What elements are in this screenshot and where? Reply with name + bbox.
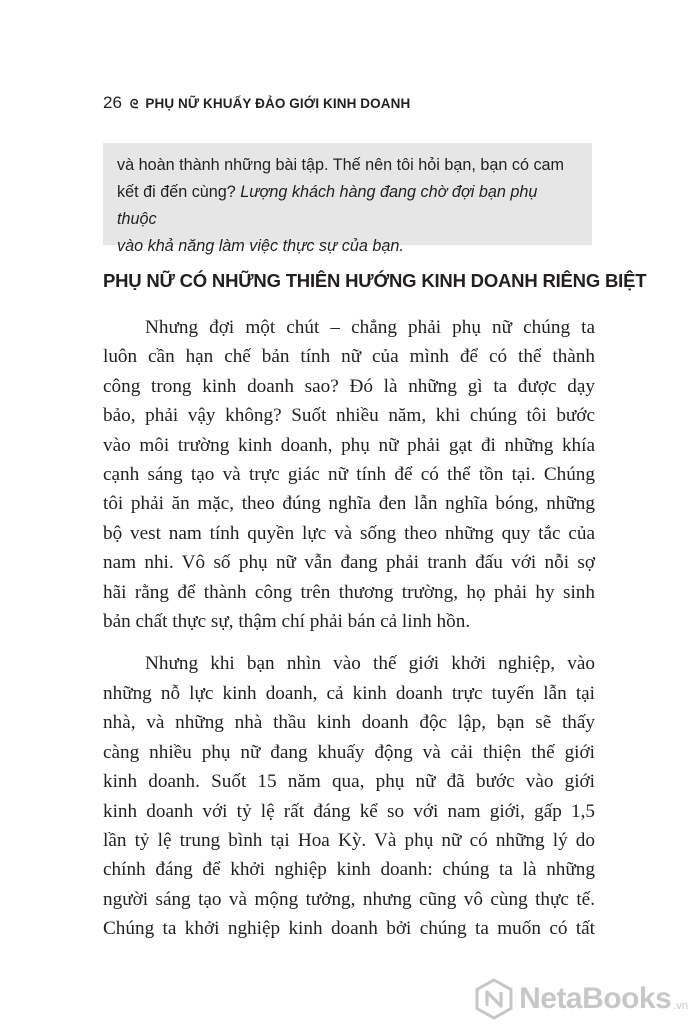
text-line: hãi rằng để thành công trên thương trường, họ phải hy sinh bbox=[103, 581, 595, 603]
ornament-icon: ᘓ bbox=[129, 97, 138, 111]
callout-box bbox=[103, 143, 592, 255]
text-line: vào môi trường kinh doanh, phụ nữ phải gạt đi những khía bbox=[103, 434, 595, 456]
text-line: những nỗ lực kinh doanh, cả kinh doanh trực tuyến lẫn tại bbox=[103, 682, 595, 704]
text-line: lần tỷ lệ trung bình tại Hoa Kỳ. Và phụ nữ có những lý do bbox=[103, 829, 595, 851]
text-line: người sáng tạo và mộng tưởng, nhưng cũng vô cùng thực tế. bbox=[103, 888, 595, 910]
text-line: luôn cần hạn chế bản tính nữ của mình để có thể thành bbox=[103, 346, 595, 368]
paragraph bbox=[103, 649, 595, 943]
text-line: bản chất thực sự, thậm chí phải bán cả linh hồn. bbox=[103, 611, 471, 633]
watermark bbox=[473, 978, 688, 1020]
text-line: Chúng ta khởi nghiệp kinh doanh bởi chúng ta muốn có tất bbox=[103, 918, 595, 940]
callout-line: vào khả năng làm việc thực sự của bạn. bbox=[117, 237, 404, 255]
text-line: nhà, và những nhà thầu kinh doanh độc lập, bạn sẽ thấy bbox=[103, 712, 595, 734]
paragraph bbox=[103, 313, 595, 636]
text-line: nam nhi. Vô số phụ nữ vẫn đang phải tranh đấu với nỗi sợ bbox=[103, 552, 595, 574]
text-line: bảo, phải vậy không? Suốt nhiều năm, khi chúng tôi bước bbox=[103, 405, 595, 427]
text-line: Nhưng khi bạn nhìn vào thế giới khởi nghiệp, vào bbox=[145, 653, 595, 675]
body-text bbox=[103, 313, 595, 944]
text-line: công trong kinh doanh sao? Đó là những gì ta được dạy bbox=[103, 375, 595, 397]
callout-italic-text: Lượng khách hàng đang chờ đợi bạn phụ thuộc bbox=[117, 183, 538, 228]
callout-line bbox=[117, 179, 580, 233]
text-line: Nhưng đợi một chút – chẳng phải phụ nữ chúng ta bbox=[145, 317, 595, 338]
text-line: chính đáng để khởi nghiệp kinh doanh: chúng ta là những bbox=[103, 859, 595, 881]
netabooks-logo-icon bbox=[473, 978, 515, 1020]
text-line: tôi phải ăn mặc, theo đúng nghĩa đen lẫn nghĩa bóng, những bbox=[103, 493, 595, 515]
text-line: càng nhiều phụ nữ đang khuấy động và cải thiện thế giới bbox=[103, 741, 595, 763]
running-header bbox=[103, 93, 410, 113]
callout-line: và hoàn thành những bài tập. Thế nên tôi hỏi bạn, bạn có cam bbox=[117, 156, 565, 174]
section-heading: PHỤ NỮ CÓ NHỮNG THIÊN HƯỚNG KINH DOANH RIÊNG BIỆT bbox=[103, 270, 647, 291]
watermark-suffix: .vn bbox=[673, 1000, 688, 1012]
watermark-brand: NetaBooks bbox=[519, 982, 672, 1015]
text-line: kinh doanh. Suốt 15 năm qua, phụ nữ đã bước vào giới bbox=[103, 771, 595, 793]
page-number: 26 bbox=[103, 93, 122, 112]
text-line: kinh doanh với tỷ lệ rất đáng kể so với nam giới, gấp 1,5 bbox=[103, 800, 595, 822]
text-line: cạnh sáng tạo và trực giác nữ tính để có thể tồn tại. Chúng bbox=[103, 464, 595, 486]
running-title: PHỤ NỮ KHUẤY ĐẢO GIỚI KINH DOANH bbox=[145, 96, 411, 111]
callout-text: kết đi đến cùng? bbox=[117, 183, 241, 201]
text-line: bộ vest nam tính quyền lực và sống theo những quy tắc của bbox=[103, 522, 595, 544]
